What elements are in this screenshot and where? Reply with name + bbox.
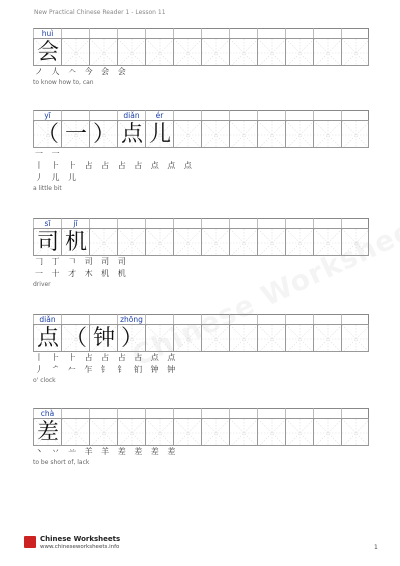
grid-cell	[61, 324, 89, 352]
pinyin-cell	[145, 28, 173, 38]
practice-block	[33, 28, 369, 78]
grid-cell	[89, 324, 117, 352]
grid-cell	[313, 324, 341, 352]
character	[174, 121, 201, 148]
pinyin-cell	[341, 28, 369, 38]
character	[342, 419, 369, 446]
pinyin-cell	[285, 110, 313, 120]
grid-cell	[229, 38, 257, 66]
pinyin-cell	[341, 408, 369, 418]
character	[202, 39, 229, 66]
stroke-order-line: 一 十 才 木 机 机	[35, 269, 129, 278]
footer-url: www.chineseworksheets.info	[40, 544, 120, 550]
character	[90, 419, 117, 446]
character	[174, 325, 201, 352]
pinyin-cell	[229, 218, 257, 228]
character	[314, 419, 341, 446]
character	[118, 419, 145, 446]
grid-cell	[257, 324, 285, 352]
stroke-order-line: 丿 ᄼ 𠂉 乍 钅 钅 钔 钟 钟	[35, 365, 179, 374]
character	[258, 419, 285, 446]
character	[230, 121, 257, 148]
pinyin-cell	[117, 28, 145, 38]
grid-cell	[285, 228, 313, 256]
character: （	[36, 122, 59, 147]
pinyin-cell	[145, 218, 173, 228]
grid-cell	[33, 120, 61, 148]
character	[202, 419, 229, 446]
pinyin-cell	[201, 28, 229, 38]
pinyin-cell	[313, 408, 341, 418]
grid-cell	[285, 418, 313, 446]
pinyin-cell	[257, 110, 285, 120]
grid-cell	[201, 38, 229, 66]
pinyin-cell	[313, 218, 341, 228]
character	[258, 39, 285, 66]
grid-cell	[201, 418, 229, 446]
character	[286, 121, 313, 148]
grid-cell	[61, 38, 89, 66]
pinyin-cell	[173, 314, 201, 324]
pinyin-cell: diǎn	[117, 110, 145, 120]
pinyin-cell	[285, 408, 313, 418]
character: 儿	[148, 122, 171, 147]
grid-cell	[173, 324, 201, 352]
character	[174, 229, 201, 256]
pinyin-cell	[285, 28, 313, 38]
pinyin-row	[33, 408, 369, 418]
character: ）	[92, 122, 115, 147]
grid-cell	[145, 324, 173, 352]
pinyin-cell	[117, 408, 145, 418]
grid-cell	[61, 228, 89, 256]
grid-cell	[229, 418, 257, 446]
grid-cell	[201, 120, 229, 148]
grid-cell	[173, 418, 201, 446]
grid-cell	[145, 120, 173, 148]
grid-cell	[173, 228, 201, 256]
pinyin-cell	[173, 110, 201, 120]
grid-cell	[229, 120, 257, 148]
pinyin-cell	[229, 28, 257, 38]
grid-cell	[229, 324, 257, 352]
character: 一	[64, 122, 87, 147]
pinyin-cell	[229, 408, 257, 418]
character	[62, 419, 89, 446]
pinyin-cell	[229, 314, 257, 324]
pinyin-cell	[229, 110, 257, 120]
meaning-text: to know how to, can	[33, 79, 94, 86]
pinyin-cell	[173, 28, 201, 38]
grid-cell	[117, 38, 145, 66]
pinyin-cell	[89, 408, 117, 418]
grid-cell	[257, 418, 285, 446]
grid-cell	[173, 38, 201, 66]
footer-title: Chinese Worksheets	[40, 535, 121, 543]
practice-block	[33, 218, 369, 280]
meaning-text: to be short of, lack	[33, 459, 90, 466]
grid-cell	[89, 418, 117, 446]
character	[286, 419, 313, 446]
page-header: New Practical Chinese Reader 1 - Lesson 11	[34, 9, 166, 16]
character: 差	[36, 420, 59, 445]
grid-cell	[285, 120, 313, 148]
pinyin-cell	[89, 218, 117, 228]
pinyin-cell: sī	[33, 218, 61, 228]
character-grid	[33, 38, 369, 66]
stroke-order-line: 丨 ⺊ ⺊ 占 占 占 占 点 点	[35, 353, 179, 362]
character	[286, 39, 313, 66]
pinyin-cell	[341, 314, 369, 324]
character	[342, 121, 369, 148]
character	[146, 419, 173, 446]
character: 会	[36, 40, 59, 65]
grid-cell	[201, 324, 229, 352]
pinyin-cell	[285, 314, 313, 324]
grid-cell	[201, 228, 229, 256]
pinyin-cell	[173, 218, 201, 228]
grid-cell	[173, 120, 201, 148]
character	[314, 325, 341, 352]
pinyin-row	[33, 110, 369, 120]
pinyin-cell	[257, 28, 285, 38]
character-grid	[33, 418, 369, 446]
pinyin-cell	[341, 110, 369, 120]
grid-cell	[313, 228, 341, 256]
character-grid	[33, 228, 369, 256]
character	[202, 325, 229, 352]
character	[90, 39, 117, 66]
character	[342, 229, 369, 256]
character	[286, 325, 313, 352]
pinyin-cell	[201, 314, 229, 324]
pinyin-row	[33, 28, 369, 38]
character	[342, 39, 369, 66]
character	[314, 121, 341, 148]
pinyin-cell	[257, 218, 285, 228]
grid-cell	[117, 228, 145, 256]
grid-cell	[117, 324, 145, 352]
meaning-text: a little bit	[33, 185, 62, 192]
character	[342, 325, 369, 352]
character	[62, 39, 89, 66]
grid-cell	[341, 228, 369, 256]
character	[174, 39, 201, 66]
pinyin-cell: yī	[33, 110, 61, 120]
character	[258, 325, 285, 352]
character	[118, 229, 145, 256]
grid-cell	[145, 38, 173, 66]
grid-cell	[145, 228, 173, 256]
pinyin-cell	[89, 110, 117, 120]
meaning-text: driver	[33, 281, 51, 288]
character	[230, 325, 257, 352]
grid-cell	[341, 38, 369, 66]
grid-cell	[33, 228, 61, 256]
character	[146, 229, 173, 256]
character	[230, 229, 257, 256]
character-grid	[33, 324, 369, 352]
pinyin-cell	[201, 218, 229, 228]
grid-cell	[61, 120, 89, 148]
grid-cell	[285, 38, 313, 66]
grid-cell	[229, 228, 257, 256]
pinyin-cell	[201, 408, 229, 418]
grid-cell	[341, 418, 369, 446]
grid-cell	[117, 418, 145, 446]
character	[174, 419, 201, 446]
pinyin-cell	[145, 314, 173, 324]
pinyin-row	[33, 314, 369, 324]
practice-block	[33, 408, 369, 458]
pinyin-cell: zhōng	[117, 314, 145, 324]
grid-cell	[89, 228, 117, 256]
grid-cell	[145, 418, 173, 446]
pinyin-cell: jī	[61, 218, 89, 228]
pinyin-cell	[313, 314, 341, 324]
pinyin-cell	[61, 314, 89, 324]
character	[90, 229, 117, 256]
character	[286, 229, 313, 256]
character	[230, 39, 257, 66]
grid-cell	[313, 418, 341, 446]
character: ）	[120, 326, 143, 351]
character-grid	[33, 120, 369, 148]
pinyin-cell	[89, 314, 117, 324]
grid-cell	[33, 324, 61, 352]
page-number: 1	[374, 544, 378, 551]
character	[202, 229, 229, 256]
character: （	[64, 326, 87, 351]
stroke-order-line: ノ 人 𠆢 今 会 会	[35, 67, 129, 76]
character: 点	[36, 326, 59, 351]
grid-cell	[285, 324, 313, 352]
pinyin-cell	[201, 110, 229, 120]
pinyin-cell	[257, 408, 285, 418]
grid-cell	[257, 228, 285, 256]
pinyin-cell	[89, 28, 117, 38]
character	[314, 229, 341, 256]
grid-cell	[117, 120, 145, 148]
grid-cell	[313, 38, 341, 66]
pinyin-cell	[145, 408, 173, 418]
character	[146, 325, 173, 352]
pinyin-cell	[285, 218, 313, 228]
character	[314, 39, 341, 66]
pinyin-cell	[313, 28, 341, 38]
stroke-order-line: 丶 丷 䒑 羊 羊 差 差 差 差	[35, 447, 179, 456]
character	[146, 39, 173, 66]
grid-cell	[257, 38, 285, 66]
pinyin-cell: ér	[145, 110, 173, 120]
pinyin-cell	[341, 218, 369, 228]
pinyin-cell: huì	[33, 28, 61, 38]
pinyin-cell	[313, 110, 341, 120]
grid-cell	[313, 120, 341, 148]
character: 点	[120, 122, 143, 147]
character	[258, 121, 285, 148]
grid-cell	[61, 418, 89, 446]
pinyin-cell	[61, 28, 89, 38]
grid-cell	[341, 120, 369, 148]
pinyin-cell	[61, 110, 89, 120]
pinyin-cell: chà	[33, 408, 61, 418]
stroke-order-line: 𠃌 丁 𠃍 司 司 司	[35, 257, 129, 266]
grid-cell	[89, 38, 117, 66]
logo-icon	[24, 536, 36, 548]
character	[258, 229, 285, 256]
pinyin-cell	[173, 408, 201, 418]
character: 司	[36, 230, 59, 255]
character: 机	[64, 230, 87, 255]
grid-cell	[341, 324, 369, 352]
character	[118, 39, 145, 66]
character	[230, 419, 257, 446]
practice-block	[33, 110, 369, 184]
grid-cell	[33, 418, 61, 446]
stroke-order-line: 丨 ⺊ ⺊ 占 占 占 占 点 点 点	[35, 161, 195, 170]
stroke-order-line: 一 一	[35, 149, 63, 158]
stroke-order-line: 丿 儿 儿	[35, 173, 80, 182]
meaning-text: o' clock	[33, 377, 56, 384]
grid-cell	[33, 38, 61, 66]
practice-block	[33, 314, 369, 376]
pinyin-cell	[61, 408, 89, 418]
grid-cell	[89, 120, 117, 148]
character: 钟	[92, 326, 115, 351]
pinyin-cell	[117, 218, 145, 228]
pinyin-cell	[257, 314, 285, 324]
pinyin-row	[33, 218, 369, 228]
character	[202, 121, 229, 148]
pinyin-cell: diǎn	[33, 314, 61, 324]
grid-cell	[257, 120, 285, 148]
